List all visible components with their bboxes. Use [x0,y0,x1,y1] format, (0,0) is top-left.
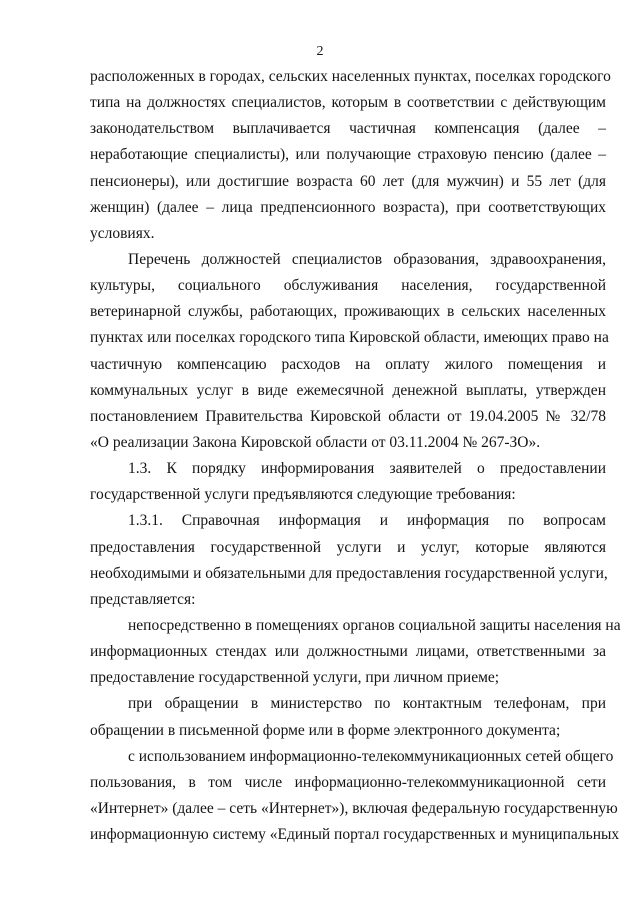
text-line: постановлением Правительства Кировской области от 19.04.2005 № 32/78 [90,407,606,425]
text-line: неработающие специалисты), или получающие страховую пенсию (далее – [90,146,606,164]
paragraph-section-1-3 [90,456,606,508]
text-line: типа на должностях специалистов, которым в соответствии с действующим [90,94,606,112]
text-line: расположенных в городах, сельских населенных пунктах, поселках городского [90,68,611,85]
document-body [90,64,621,848]
text-line: «О реализации Закона Кировской области от 03.11.2004 № 267-ЗО». [90,433,541,451]
paragraph-phone-written [90,691,606,743]
text-line: предоставления государственной услуги и услуг, которые являются [90,538,606,556]
text-line: женщин) (далее – лица предпенсионного возраста), при соответствующих [90,198,606,216]
text-line: коммунальных услуг в виде ежемесячной денежной выплаты, утвержден [90,381,606,399]
text-line: информационную систему «Единый портал государственных и муниципальных [90,826,620,844]
text-line: обращении в письменной форме или в форме электронного документа; [90,721,561,739]
text-line: предоставление государственной услуги, при личном приеме; [90,669,500,687]
text-line: законодательством выплачивается частичная компенсация (далее – [90,120,606,138]
text-line: пунктах или поселках городского типа Кировской области, имеющих право на [90,329,609,347]
text-line: культуры, социального обслуживания населения, государственной [90,277,606,295]
paragraph-section-1-3-1 [90,508,606,613]
text-line: частичную компенсацию расходов на оплату жилого помещения и [90,355,606,373]
text-line: 1.3. К порядку информирования заявителей о предоставлении [128,460,606,478]
text-line: пользования, в том числе информационно-телекоммуникационной сети [90,773,606,791]
page-number: 2 [316,44,324,59]
text-line: Перечень должностей специалистов образования, здравоохранения, [128,250,606,268]
text-line: 1.3.1. Справочная информация и информация по вопросам [128,512,606,530]
paragraph-in-person [90,613,621,691]
text-line: при обращении в министерство по контактным телефонам, при [128,695,606,713]
paragraph-positions-list [90,247,609,456]
text-line: с использованием информационно-телекоммуникационных сетей общего [128,747,614,765]
text-line: необходимыми и обязательными для предоставления государственной услуги, [90,564,608,582]
text-line: «Интернет» (далее – сеть «Интернет»), включая федеральную государственную [90,799,618,817]
text-line: непосредственно в помещениях органов социальной защиты населения на [128,616,621,634]
paragraph-eligible-persons [90,64,611,247]
text-line: ветеринарной службы, работающих, проживающих в сельских населенных [90,303,606,321]
paragraph-internet [90,744,620,849]
text-line: пенсионеры), или достигшие возраста 60 лет (для мужчин) и 55 лет (для [90,172,606,190]
text-line: представляется: [90,590,196,608]
text-line: информационных стендах или должностными лицами, ответственными за [90,643,606,661]
text-line: государственной услуги предъявляются следующие требования: [90,486,516,504]
text-line: условиях. [90,224,155,242]
